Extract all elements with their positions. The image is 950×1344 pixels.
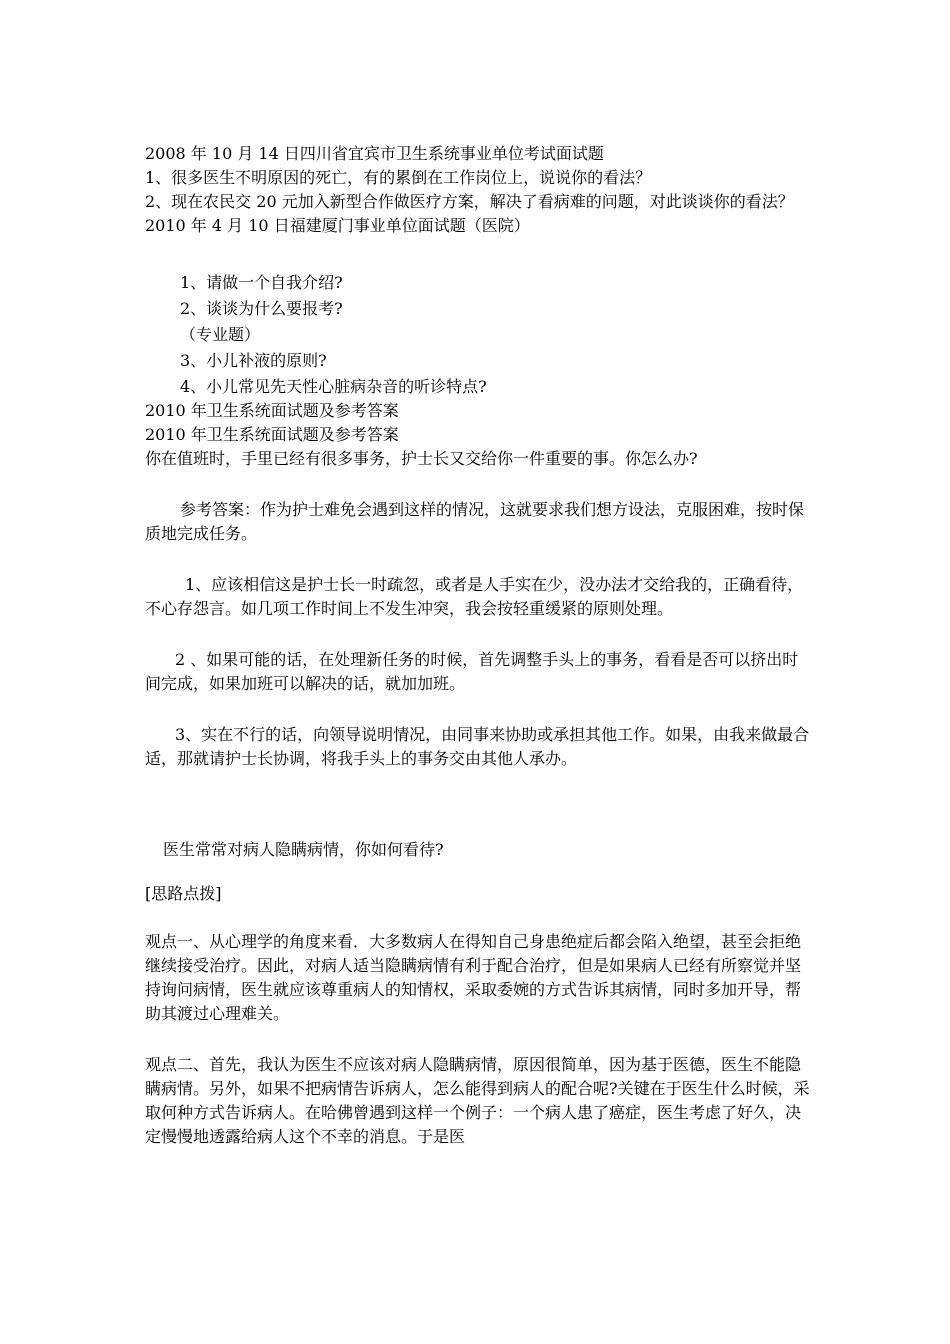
- spacer: [145, 238, 810, 262]
- xiamen-item: 4、小儿常见先天性心脏病杂音的听诊特点?: [180, 377, 487, 396]
- spacer: [145, 1026, 810, 1050]
- spacer: [145, 546, 810, 570]
- answer-3: 3、实在不行的话，向领导说明情况，由同事来协助或承担其他工作。如果，由我来做最合适，那就请护士长协调，将我手头上的事务交由其他人承办。: [145, 725, 810, 768]
- question-1: 1、很多医生不明原因的死亡，有的累倒在工作岗位上，说说你的看法？: [145, 168, 652, 187]
- heading-2010-a: 2010 年卫生系统面试题及参考答案: [145, 401, 399, 420]
- answer-2: 2 、如果可能的话，在处理新任务的时候，首先调整手头上的事务，看看是否可以挤出时间完成，如果加班可以解决的话，就加加班。: [145, 650, 799, 693]
- spacer: [145, 771, 810, 838]
- heading-2010-b: 2010 年卫生系统面试题及参考答案: [145, 425, 399, 444]
- heading-2008: 2008 年 10 月 14 日四川省宜宾市卫生系统事业单位考试面试题: [145, 144, 604, 163]
- xiamen-item: 1、请做一个自我介绍?: [180, 273, 343, 292]
- view-2: 观点二、首先，我认为医生不应该对病人隐瞒病情，原因很简单，因为基于医德，医生不能隐瞒病情。另外，如果不把病情告诉病人，怎么能得到病人的配合呢?关键在于医生什么时候，采取何种方式告诉病人。在哈佛曾遇到这样一个例子：一个病人患了癌症，医生考虑了好久，决定慢慢地透露给病人这个不幸的消息。于是医: [145, 1055, 810, 1146]
- view-1: 观点一、从心理学的角度来看．大多数病人在得知自己身患绝症后都会陷入绝望，甚至会拒绝继续接受治疗。因此，对病人适当隐瞒病情有利于配合治疗，但是如果病人已经有所察觉并坚持询问病情，医生就应该尊重病人的知情权，采取委婉的方式告诉其病情，同时多加开导，帮助其渡过心理难关。: [145, 932, 802, 1023]
- xiamen-item: 2、谈谈为什么要报考?: [180, 299, 343, 318]
- spacer: [145, 862, 810, 882]
- question-nurse: 你在值班时，手里已经有很多事务，护士长又交给你一件重要的事。你怎么办?: [145, 449, 698, 468]
- spacer: [145, 906, 810, 926]
- heading-2010-xiamen: 2010 年 4 月 10 日福建厦门事业单位面试题（医院）: [145, 216, 530, 235]
- question-doctor: 医生常常对病人隐瞒病情，你如何看待?: [163, 840, 444, 859]
- spacer: [145, 621, 810, 645]
- hint: [思路点拨]: [145, 884, 222, 903]
- document-body: [145, 142, 810, 1149]
- spacer: [145, 696, 810, 720]
- xiamen-item: 3、小儿补液的原则?: [180, 351, 327, 370]
- answer-1: 1、应该相信这是护士长一时疏忽，或者是人手实在少，没办法才交给我的，正确看待，不心存怨言。如几项工作时间上不发生冲突，我会按轻重缓紧的原则处理。: [145, 575, 804, 618]
- xiamen-item: （专业题）: [180, 325, 261, 344]
- question-2: 2、现在农民交 20 元加入新型合作做医疗方案，解决了看病难的问题，对此谈谈你的看法？: [145, 192, 794, 211]
- spacer: [145, 471, 810, 495]
- answer-intro: 参考答案：作为护士难免会遇到这样的情况，这就要求我们想方设法，克服困难，按时保质地完成任务。: [145, 500, 805, 543]
